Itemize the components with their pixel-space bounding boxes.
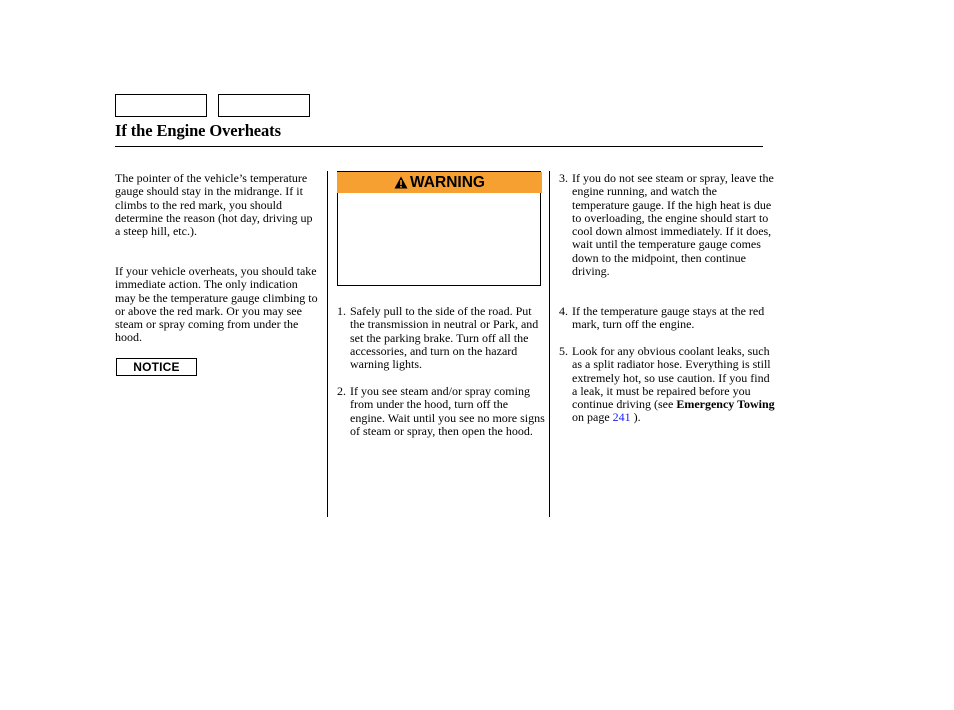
nav-tab-1[interactable] [115, 94, 207, 117]
step-text: If you see steam and/or spray coming from under the hood, turn off the engine. Wait until you see no more signs of steam or spray, then open the hood. [350, 384, 545, 438]
step-text-after: ). [633, 410, 641, 425]
step-number: 2. [337, 384, 346, 398]
step-text [572, 345, 777, 425]
step-text-before: Look for any obvious coolant leaks, such as a split radiator hose. Everything is still extremely hot, so use caution. If you find a leak, it must be repaired before you continue driving (see [572, 344, 771, 412]
step-text: If you do not see steam or spray, leave the engine running, and watch the temperature gauge. If the high heat is due to overloading, the engine should start to cool down almost immediately. If it does, wait until the temperature gauge comes down to the midpoint, then continue driving. [572, 171, 774, 279]
page-ref-prefix: on page [572, 410, 610, 425]
step-number: 5. [559, 344, 568, 358]
emergency-towing-ref: Emergency Towing [676, 397, 775, 412]
intro-paragraph-2: If your vehicle overheats, you should take immediate action. The only indication may be the temperature gauge climbing to or above the red mark. Or you may see steam or spray coming from under the hood. [115, 264, 318, 345]
notice-badge: NOTICE [116, 358, 197, 376]
nav-tab-2[interactable] [218, 94, 310, 117]
warning-header [337, 172, 542, 193]
title-divider [115, 146, 763, 147]
intro-paragraph-1: The pointer of the vehicle’s temperature gauge should stay in the midrange. If it climbs to the red mark, you should determine the reason (hot day, driving up a steep hill, etc.). [115, 171, 313, 239]
warning-label: WARNING [410, 173, 485, 191]
step-text: If the temperature gauge stays at the red mark, turn off the engine. [572, 304, 765, 332]
step-number: 3. [559, 171, 568, 185]
column-divider-2 [549, 171, 550, 517]
page-link-241[interactable]: 241 [612, 410, 631, 425]
column-divider-1 [327, 171, 328, 517]
warning-triangle-icon [394, 176, 408, 189]
step-text: Safely pull to the side of the road. Put the transmission in neutral or Park, and set the parking brake. Turn off all the accessories, and turn on the hazard warning lights. [350, 304, 539, 372]
page-title: If the Engine Overheats [115, 121, 281, 140]
step-number: 1. [337, 304, 346, 318]
step-number: 4. [559, 304, 568, 318]
